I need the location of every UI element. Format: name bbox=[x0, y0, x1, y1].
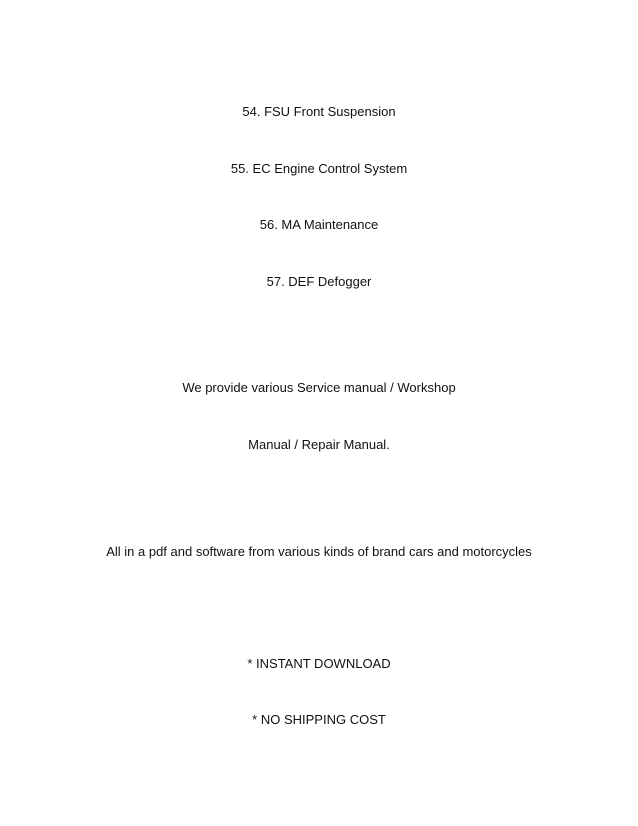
toc-item: 56. MA Maintenance bbox=[259, 217, 379, 232]
toc-item: 57. DEF Defogger bbox=[266, 274, 372, 289]
feature-item: * INSTANT DOWNLOAD bbox=[247, 656, 391, 671]
feature-item: * NO SHIPPING COST bbox=[252, 712, 386, 727]
description-line: Manual / Repair Manual. bbox=[248, 437, 390, 452]
toc-item: 55. EC Engine Control System bbox=[230, 161, 408, 176]
description-line: We provide various Service manual / Workshop bbox=[182, 380, 456, 395]
toc-item: 54. FSU Front Suspension bbox=[242, 104, 396, 119]
description-line: All in a pdf and software from various kinds of brand cars and motorcycles bbox=[106, 544, 532, 559]
